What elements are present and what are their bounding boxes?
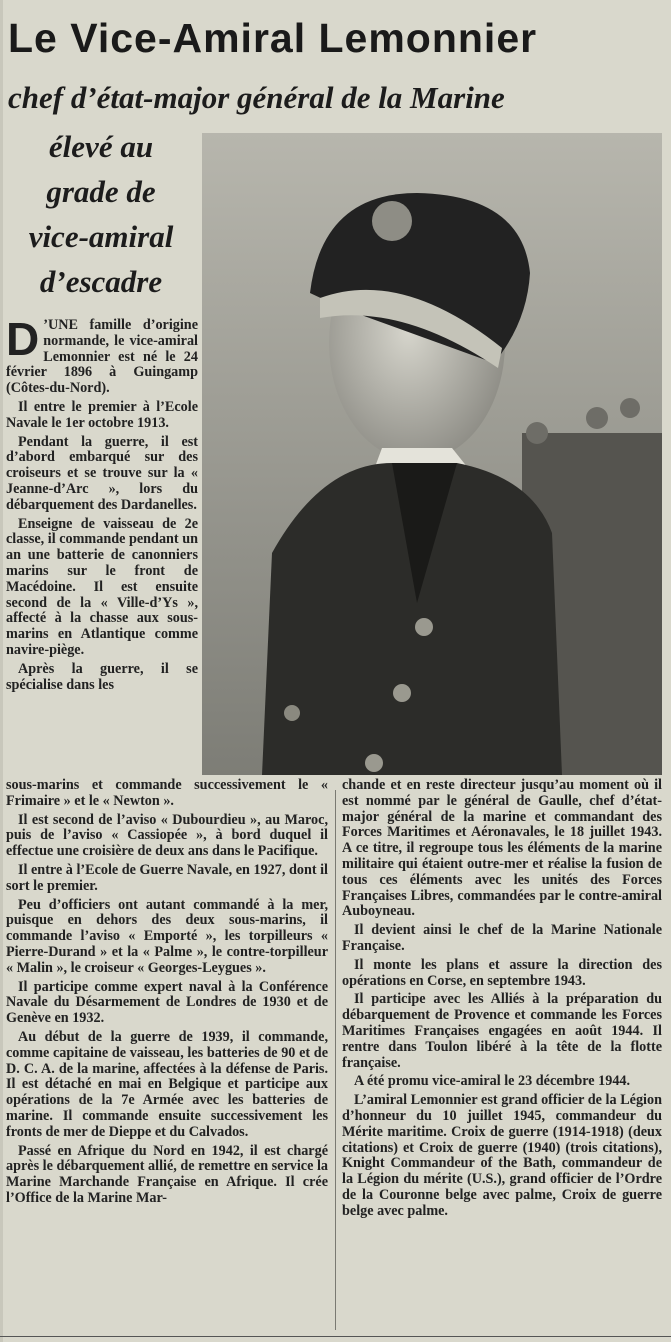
portrait-photo <box>202 133 662 775</box>
article-paragraph <box>6 313 198 397</box>
kicker-line: d’escadre <box>39 264 163 299</box>
article-paragraph: Il participe avec les Alliés à la préparation du débarquement de Provence et commande les Forces Maritimes Françaises engagées en août 1944. Il rentre dans Toulon libéré à la tête de la flotte française. <box>342 991 662 1071</box>
subheadline: chef d’état-major général de la Marine <box>8 80 505 115</box>
article-paragraph: sous-marins et commande successivement le « Frimaire » et le « Newton ». <box>6 777 328 809</box>
article-column-right <box>342 778 662 1223</box>
kicker <box>6 124 196 304</box>
article-paragraph: Il entre à l’Ecole de Guerre Navale, en 1927, dont il sort le premier. <box>6 861 328 894</box>
article-paragraph: A été promu vice-amiral le 23 décembre 1944. <box>354 1073 631 1090</box>
article-paragraph: Il est second de l’aviso « Dubourdieu », au Maroc, puis de l’aviso « Cassiopée », à bord duquel il effectue une croisière de deux ans dans le Pacifique. <box>6 811 328 860</box>
article-column-left <box>6 778 328 1210</box>
page-edge <box>0 0 3 1342</box>
article-paragraph: Il entre le premier à l’Ecole Navale le 1er octobre 1913. <box>6 398 198 431</box>
portrait-photo-art <box>202 133 662 775</box>
article-paragraph: Il devient ainsi le chef de la Marine Nationale Française. <box>342 922 662 954</box>
article-paragraph: Enseigne de vaisseau de 2e classe, il commande pendant un an une batterie de canonniers marins sur le front de Macédoine. Il est ensuite second de la « Ville-d’Ys », affecté à la chasse aux sous-marins en Atlantique comme navire-piège. <box>6 515 198 658</box>
kicker-line: élevé au <box>48 129 154 164</box>
article-paragraph: chande et en reste directeur jusqu’au moment où il est nommé par le général de Gaulle, chef d’état-major général de la marine et commandant des Forces Maritimes et Aéronavales, le 18 juillet 1943. A ce titre, il regroupe tous les éléments de la marine militaire qui étaient outre-mer et réalise la fusion de tous ces éléments avec les unités des Forces Françaises Libres, commandées par le contre-amiral Auboyneau. <box>342 777 662 920</box>
drop-cap: D <box>6 313 40 365</box>
article-paragraph: Après la guerre, il se spécialise dans les <box>6 660 198 693</box>
article-paragraph: Passé en Afrique du Nord en 1942, il est chargé après le débarquement allié, de remettre en service la Marine Marchande Française en Afrique. Il crée l’Office de la Marine Mar- <box>6 1142 328 1206</box>
article-paragraph: Peu d’officiers ont autant commandé à la mer, puisque en dehors des deux sous-marins, il commande l’aviso « Emporté », les torpilleurs « Pierre-Durand » et la « Palme », le contre-torpilleur « Malin », le croiseur « Georges-Leygues ». <box>6 896 328 976</box>
column-divider <box>335 790 336 1330</box>
article-paragraph: Il participe comme expert naval à la Conférence Navale du Désarmement de Londres de 1930 et de Genève en 1932. <box>6 978 328 1027</box>
article-paragraph: L’amiral Lemonnier est grand officier de la Légion d’honneur du 10 juillet 1945, commandeur du Mérite maritime. Croix de guerre (1914-1918) (deux citations) et Croix de guerre (1940) (trois citations), Knight Commandeur of the Bath, commandeur de la Légion du mérite (U.S.), grand officier de l’Ordre de la Couronne belge avec palme, Croix de guerre belge avec palme. <box>342 1092 662 1219</box>
bottom-rule <box>0 1336 671 1337</box>
article-paragraph: Il monte les plans et assure la direction des opérations en Corse, en septembre 1943. <box>342 956 662 989</box>
article-paragraph: Pendant la guerre, il est d’abord embarqué sur des croiseurs et se trouve sur la « Jeanne-d’Arc », lors du débarquement des Dardanelles. <box>6 433 198 513</box>
kicker-line: vice-amiral <box>28 219 174 254</box>
headline: Le Vice-Amiral Lemonnier <box>8 15 538 61</box>
article-paragraph: Au début de la guerre de 1939, il commande, comme capitaine de vaisseau, les batteries de 90 et de D. C. A. de la marine, affectées à la défense de Paris. Il est détaché en mai en Belgique et participe aux opérations de la 7e Armée avec les batteries de marine. Il commande ensuite successivement les fronts de mer de Dieppe et du Calvados. <box>6 1028 328 1140</box>
article-column-narrow <box>6 313 198 696</box>
kicker-line: grade de <box>46 174 156 209</box>
paragraph-text: ’UNE famille d’origine normande, le vice-amiral Lemonnier est né le 24 février 1896 à Guingamp (Côtes-du-Nord). <box>6 317 198 397</box>
